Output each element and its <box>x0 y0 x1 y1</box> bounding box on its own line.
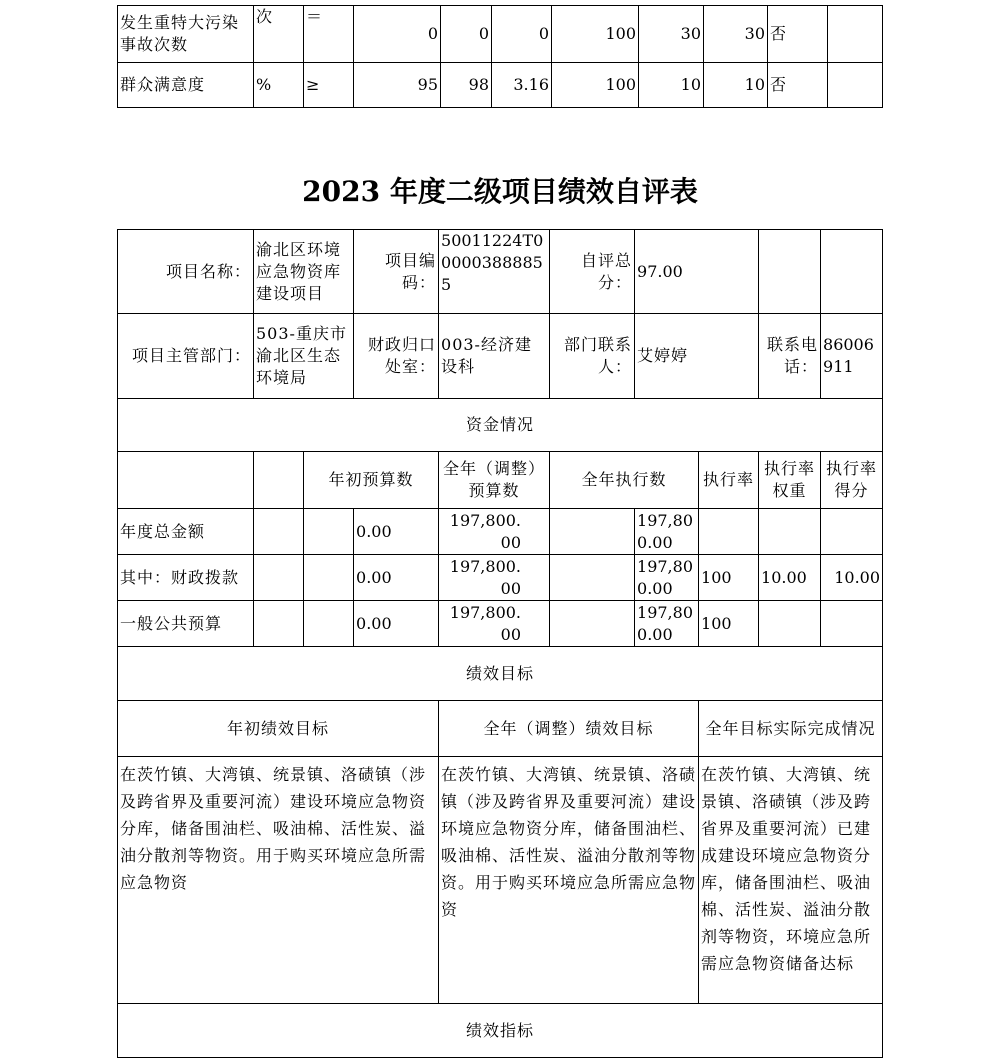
funds-row-label: 一般公共预算 <box>118 601 254 647</box>
dept-value: 503-重庆市渝北区生态环境局 <box>254 314 354 399</box>
funds-initial: 0.00 <box>354 509 439 555</box>
empty-cell <box>304 601 354 647</box>
empty-cell <box>254 452 304 509</box>
funds-rate: 100 <box>699 601 759 647</box>
funds-header-score: 执行率得分 <box>821 452 883 509</box>
goals-adjusted-text: 在茨竹镇、大湾镇、统景镇、洛碛镇（涉及跨省界及重要河流）建设环境应急物资分库，储备围油栏、吸油棉、活性炭、溢油分散剂等物资。用于购买环境应急所需应急物资 <box>439 757 699 1004</box>
finance-value: 003-经济建设科 <box>439 314 550 399</box>
score-label: 自评总分： <box>550 230 635 314</box>
funds-header-weight: 执行率权重 <box>759 452 821 509</box>
indicator-unit: % <box>254 63 304 108</box>
funds-executed: 197,800.00 <box>635 555 699 601</box>
evaluation-table <box>117 229 883 1058</box>
finance-label: 财政归口处室： <box>354 314 439 399</box>
indicator-unit: 次 <box>254 6 304 63</box>
goals-initial-text: 在茨竹镇、大湾镇、统景镇、洛碛镇（涉及跨省界及重要河流）建设环境应急物资分库，储备围油栏、吸油棉、活性炭、溢油分散剂等物资。用于购买环境应急所需应急物资 <box>118 757 439 1004</box>
goals-header-actual: 全年目标实际完成情况 <box>699 701 883 757</box>
empty-cell <box>118 452 254 509</box>
indicator-flag: 否 <box>768 63 828 108</box>
indicator-value: 98 <box>441 63 492 108</box>
section-row <box>118 1004 883 1058</box>
empty-cell <box>254 509 304 555</box>
funds-executed: 197,800.00 <box>635 601 699 647</box>
goals-actual-text: 在茨竹镇、大湾镇、统景镇、洛碛镇（涉及跨省界及重要河流）已建成建设环境应急物资分库，储备围油栏、吸油棉、活性炭、溢油分散剂等物资，环境应急所需应急物资储备达标 <box>699 757 883 1004</box>
empty-cell <box>254 555 304 601</box>
funds-header-rate: 执行率 <box>699 452 759 509</box>
contact-value: 艾婷婷 <box>635 314 759 399</box>
funds-executed: 197,800.00 <box>635 509 699 555</box>
empty-cell <box>550 601 635 647</box>
table-row <box>118 6 883 63</box>
empty-cell <box>550 509 635 555</box>
indicator-value: 100 <box>552 6 639 63</box>
goals-header-row <box>118 701 883 757</box>
project-name-value: 渝北区环境应急物资库建设项目 <box>254 230 354 314</box>
funds-section-label: 资金情况 <box>118 399 883 452</box>
funds-weight: 10.00 <box>759 555 821 601</box>
table-row <box>118 601 883 647</box>
funds-weight <box>759 509 821 555</box>
indicator-value: 10 <box>704 63 768 108</box>
funds-score <box>821 601 883 647</box>
funds-header-initial: 年初预算数 <box>304 452 439 509</box>
indicator-value: 0 <box>492 6 552 63</box>
indicator-value: 3.16 <box>492 63 552 108</box>
indicator-flag: 否 <box>768 6 828 63</box>
info-row <box>118 314 883 399</box>
empty-cell <box>550 555 635 601</box>
indicator-extra <box>828 6 883 63</box>
goals-section-label: 绩效目标 <box>118 647 883 701</box>
indicator-name: 发生重特大污染事故次数 <box>118 6 254 63</box>
indicator-value: 100 <box>552 63 639 108</box>
goals-content-row <box>118 757 883 1004</box>
funds-rate <box>699 509 759 555</box>
section-row <box>118 647 883 701</box>
indicator-value: 95 <box>354 63 441 108</box>
empty-cell <box>254 601 304 647</box>
indicator-value: 0 <box>441 6 492 63</box>
empty-cell <box>304 555 354 601</box>
indicator-value: 30 <box>639 6 704 63</box>
document-title: 2023 年度二级项目绩效自评表 <box>302 175 698 208</box>
phone-label: 联系电话： <box>759 314 821 399</box>
funds-header-adjusted: 全年（调整）预算数 <box>439 452 550 509</box>
empty-cell <box>759 230 821 314</box>
project-code-value: 50011224T000003888855 <box>439 230 550 314</box>
score-value: 97.00 <box>635 230 759 314</box>
funds-score: 10.00 <box>821 555 883 601</box>
funds-initial: 0.00 <box>354 555 439 601</box>
funds-row-label: 其中：财政拨款 <box>118 555 254 601</box>
empty-cell <box>821 230 883 314</box>
project-name-label: 项目名称： <box>118 230 254 314</box>
table-row <box>118 509 883 555</box>
table-row <box>118 555 883 601</box>
indicators-section-label: 绩效指标 <box>118 1004 883 1058</box>
indicator-operator: ≥ <box>304 63 354 108</box>
goals-header-adjusted: 全年（调整）绩效目标 <box>439 701 699 757</box>
funds-header-row <box>118 452 883 509</box>
table-row <box>118 63 883 108</box>
section-row <box>118 399 883 452</box>
funds-rate: 100 <box>699 555 759 601</box>
indicator-value: 0 <box>354 6 441 63</box>
phone-value: 86006911 <box>821 314 883 399</box>
contact-label: 部门联系人： <box>550 314 635 399</box>
funds-adjusted: 197,800.00 <box>439 601 550 647</box>
funds-weight <box>759 601 821 647</box>
dept-label: 项目主管部门： <box>118 314 254 399</box>
funds-score <box>821 509 883 555</box>
funds-header-executed: 全年执行数 <box>550 452 699 509</box>
funds-adjusted: 197,800.00 <box>439 555 550 601</box>
indicator-table-fragment <box>117 5 883 108</box>
indicator-extra <box>828 63 883 108</box>
indicator-name: 群众满意度 <box>118 63 254 108</box>
funds-row-label: 年度总金额 <box>118 509 254 555</box>
goals-header-initial: 年初绩效目标 <box>118 701 439 757</box>
project-code-label: 项目编码： <box>354 230 439 314</box>
indicator-value: 30 <box>704 6 768 63</box>
indicator-operator: ＝ <box>304 6 354 63</box>
empty-cell <box>304 509 354 555</box>
funds-adjusted: 197,800.00 <box>439 509 550 555</box>
indicator-value: 10 <box>639 63 704 108</box>
funds-initial: 0.00 <box>354 601 439 647</box>
info-row <box>118 230 883 314</box>
